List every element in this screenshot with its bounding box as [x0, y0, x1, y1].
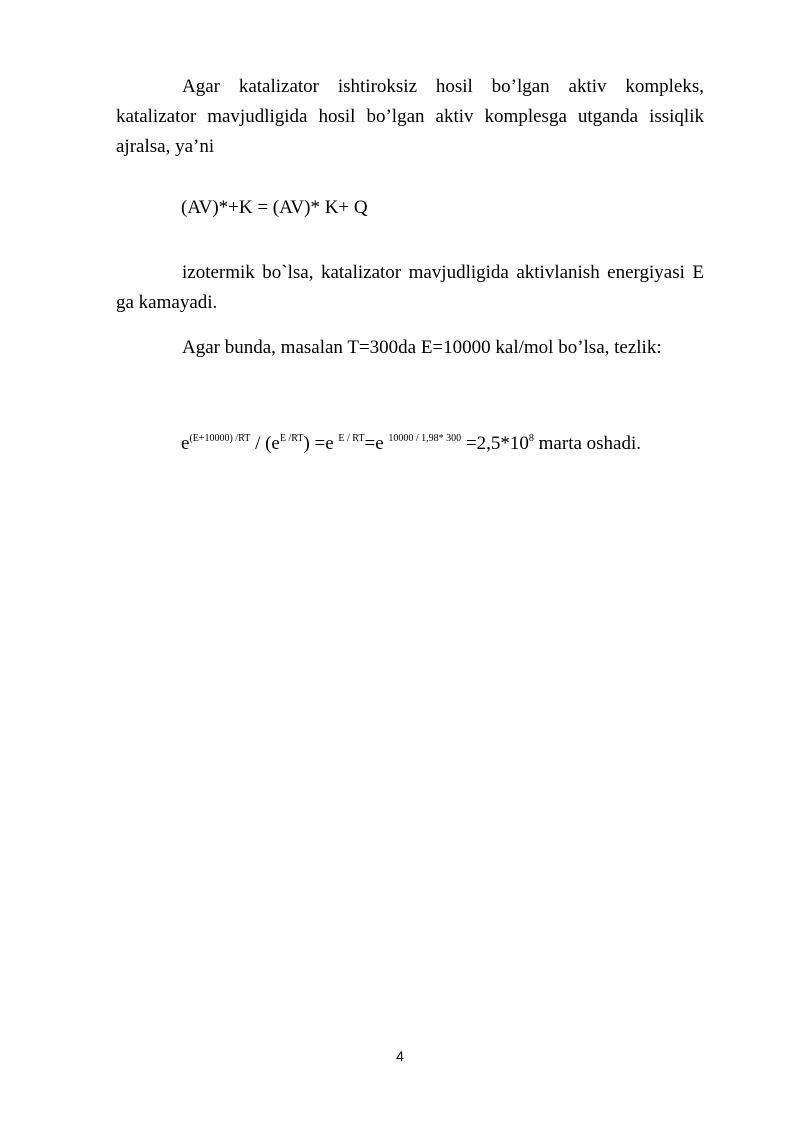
- formula-base-3: ) =e: [303, 433, 339, 454]
- formula-result-text: marta oshadi.: [533, 433, 642, 454]
- paragraph-example: Agar bunda, masalan T=300da E=10000 kal/mol bo’lsa, tezlik:: [182, 337, 662, 358]
- paragraph-isothermal: izotermik bo`lsa, katalizator mavjudligida aktivlanish energiyasi E ga kamayadi.: [116, 262, 704, 313]
- paragraph-intro: Agar katalizator ishtiroksiz hosil bo’lgan aktiv kompleks, katalizator mavjudligida hosil bo’lgan aktiv komplesga utganda issiqlik ajralsa, ya’ni: [116, 76, 704, 157]
- page-number: 4: [396, 1048, 404, 1064]
- formula-exponent-1: (E+10000) /RT: [189, 433, 251, 444]
- formula-exponent-4: 10000 / 1,98* 300: [388, 433, 462, 444]
- formula-base-2: / (e: [250, 433, 280, 454]
- formula-base-4: =e: [364, 433, 389, 454]
- formula-exponent-2: E /RT: [279, 433, 304, 444]
- formula-exponent-5: 8: [528, 433, 534, 444]
- formula-exponent-3: E / RT: [338, 433, 365, 444]
- rate-formula: [181, 432, 641, 456]
- reaction-equation: (AV)*+K = (AV)* K+ Q: [181, 197, 368, 218]
- formula-base-5: =2,5*10: [461, 433, 529, 454]
- formula-base-1: e: [181, 433, 190, 454]
